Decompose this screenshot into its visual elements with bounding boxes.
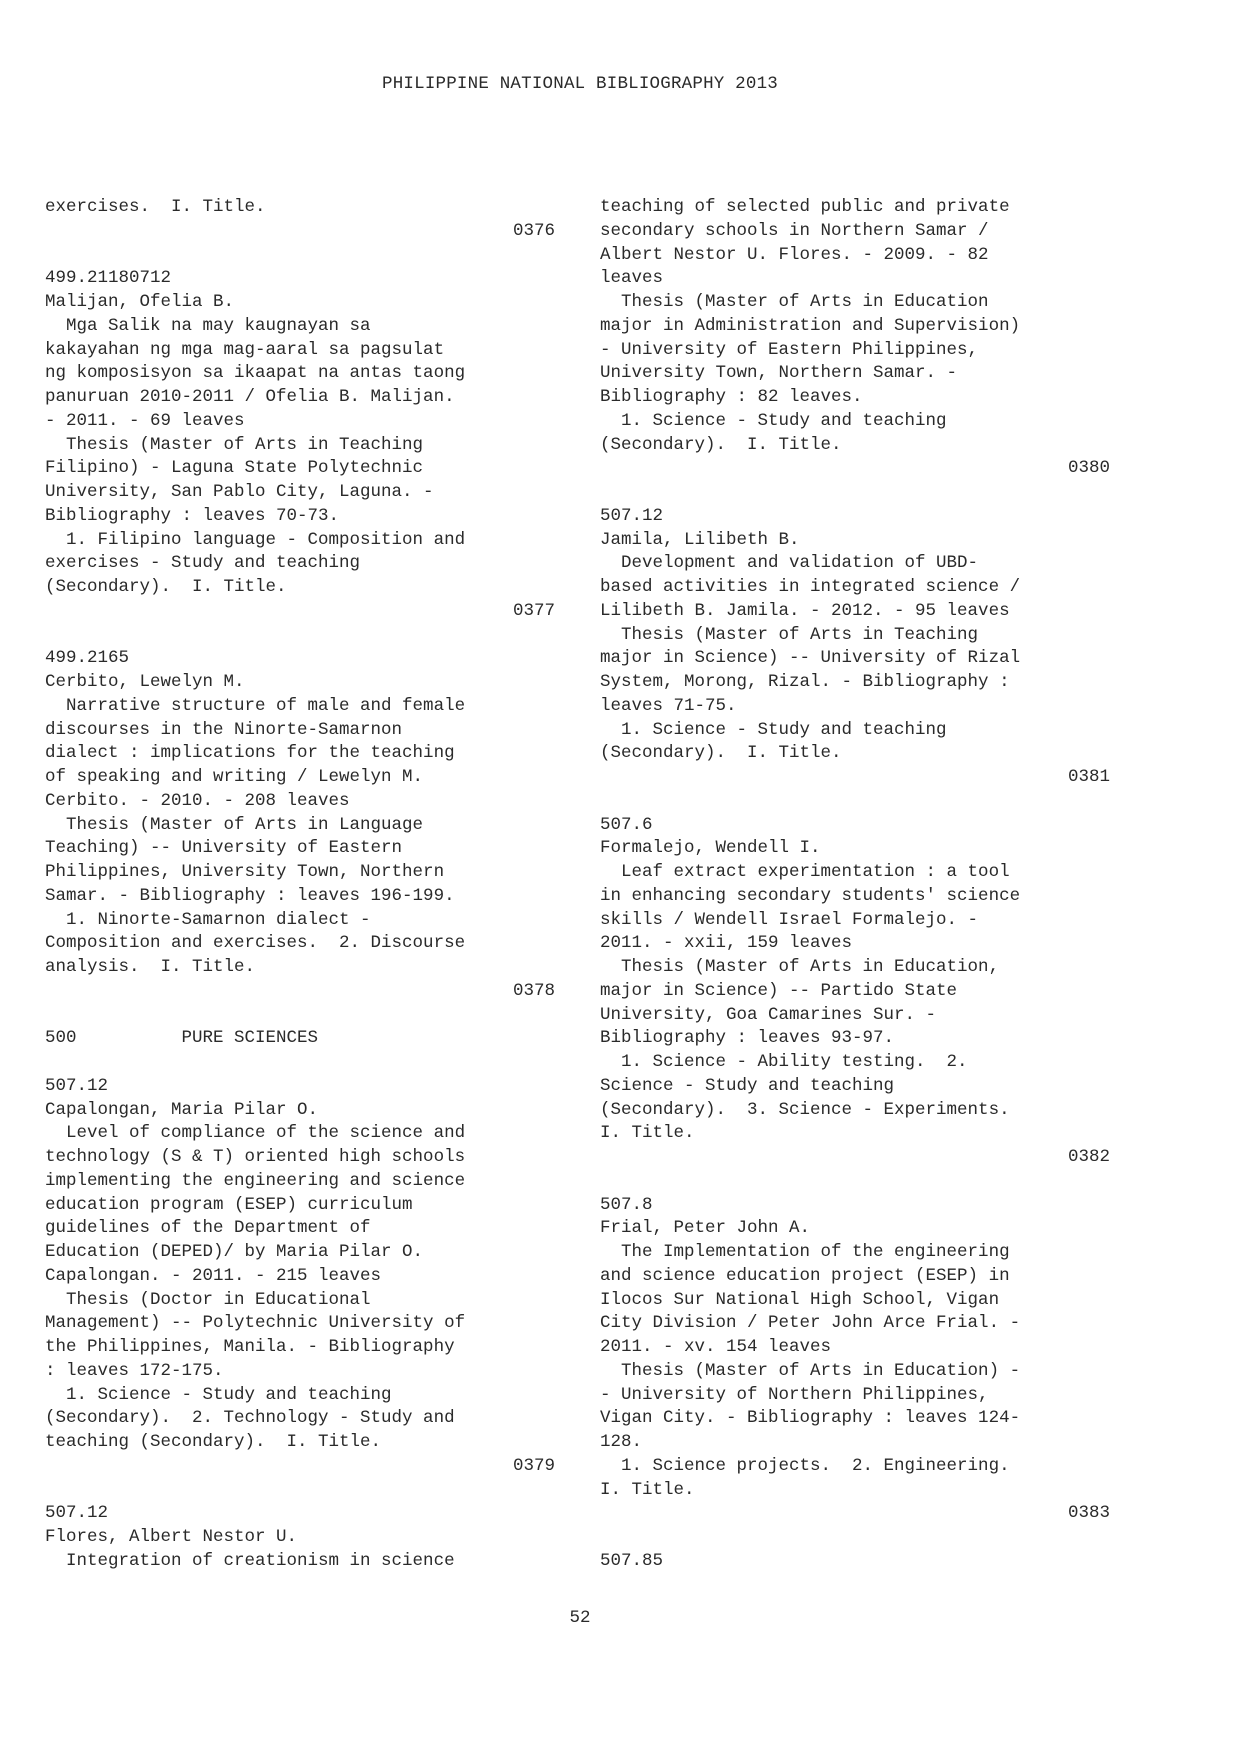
entry-line: 1. Filipino language - Composition and [45,529,466,550]
entry-line: (Secondary). 2. Technology - Study and [45,1408,455,1429]
entry-line: analysis. I. Title. [45,957,256,977]
entry-line: Thesis (Master of Arts in Teaching [45,434,424,455]
line-spacer [600,790,1110,814]
entry-line: Thesis (Master of Arts in Education) - [600,1360,1021,1381]
entry-line: Level of compliance of the science and [45,1123,466,1144]
entry-line: 1. Science - Study and teaching [45,1384,392,1405]
entry-line: 128. [600,1432,643,1452]
entry-line: the Philippines, Manila. - Bibliography [45,1337,455,1357]
line-spacer [600,1170,1110,1194]
entry-line: Thesis (Doctor in Educational [45,1289,371,1310]
entry-line: Malijan, Ofelia B. [45,292,235,312]
entry-line: ng komposisyon sa ikaapat na antas taong [45,363,466,384]
entry-number: 0379 [512,1455,555,1476]
entry-line: Bibliography : leaves 93-97. [600,1028,895,1049]
entry-number: 0376 [512,220,555,241]
entry-number: 0381 [1067,767,1110,787]
entry-line: Thesis (Master of Arts in Teaching [600,624,979,645]
entry-line: I. Title. [600,1123,695,1144]
entry-line: dialect : implications for the teaching [45,743,455,764]
entry-line: (Secondary). 3. Science - Experiments. [600,1099,1010,1120]
entry-line: - 2011. - 69 leaves [45,410,245,431]
entry-line: teaching (Secondary). I. Title. [45,1432,382,1452]
entry-line: Science - Study and teaching [600,1075,895,1096]
left-column [45,196,555,1574]
entry-line: Thesis (Master of Arts in Education, [600,957,1000,977]
entry-line: Thesis (Master of Arts in Language [45,814,424,835]
line-spacer [45,1479,555,1503]
entry-line: Filipino) - Laguna State Polytechnic [45,458,424,479]
entry-line: 1. Science - Ability testing. 2. [600,1052,968,1072]
entry-line: 499.2165 [45,648,130,669]
entry-line: 1. Ninorte-Samarnon dialect - [45,909,371,930]
entry-line: Narrative structure of male and female [45,695,466,716]
entry-line: Thesis (Master of Arts in Education [600,292,989,312]
entry-line: technology (S & T) oriented high schools [45,1147,466,1167]
entry-line: Capalongan, Maria Pilar O. [45,1099,319,1120]
entry-line: University, Goa Camarines Sur. - [600,1004,937,1025]
entry-line: - University of Eastern Philippines, [600,339,979,360]
page-number: 52 [569,1608,591,1628]
entry-line: based activities in integrated science / [600,577,1021,597]
line-spacer [600,481,1110,505]
entry-line: 1. Science - Study and teaching [600,719,947,740]
entry-line: major in Science) -- University of Rizal [600,648,1021,669]
entry-line: teaching of selected public and private [600,197,1010,217]
entry-line: education program (ESEP) curriculum [45,1194,413,1215]
entry-line: 507.12 [45,1075,109,1096]
entry-line: of speaking and writing / Lewelyn M. [45,767,424,787]
entry-line: Composition and exercises. 2. Discourse [45,933,466,954]
entry-number: 0378 [512,980,555,1001]
entry-line: 2011. - xv. 154 leaves [600,1337,832,1357]
entry-line: Philippines, University Town, Northern [45,862,445,882]
entry-line: Vigan City. - Bibliography : leaves 124- [600,1408,1021,1429]
entry-line: Cerbito, Lewelyn M. [45,672,245,692]
entry-line: Bibliography : 82 leaves. [600,387,863,407]
entry-line: (Secondary). I. Title. [45,577,287,597]
line-spacer [45,1004,555,1028]
entry-line: 1. Science projects. 2. Engineering. [600,1455,1010,1476]
entry-line: 507.12 [600,505,664,526]
entry-number: 0382 [1067,1147,1110,1167]
entry-number: 0383 [1067,1503,1110,1524]
entry-line: secondary schools in Northern Samar / [600,220,989,241]
entry-line: skills / Wendell Israel Formalejo. - [600,909,979,930]
entry-line: panuruan 2010-2011 / Ofelia B. Malijan. [45,387,455,407]
entry-line: Frial, Peter John A. [600,1218,811,1239]
entry-line: 1. Science - Study and teaching [600,410,947,431]
entry-line: Ilocos Sur National High School, Vigan [600,1289,1000,1310]
entry-line: Jamila, Lilibeth B. [600,529,800,550]
entry-line: University, San Pablo City, Laguna. - [45,482,434,502]
entry-line: - University of Northern Philippines, [600,1384,989,1405]
entry-line: leaves [600,268,664,289]
line-spacer [45,244,555,268]
entry-line: kakayahan ng mga mag-aaral sa pagsulat [45,339,445,360]
entry-line: implementing the engineering and science [45,1170,466,1191]
entry-line: major in Administration and Supervision) [600,315,1021,336]
entry-line: exercises. I. Title. [45,197,266,217]
entry-line: leaves 71-75. [600,695,737,716]
entry-line: Cerbito. - 2010. - 208 leaves [45,790,350,811]
entry-line: Education (DEPED)/ by Maria Pilar O. [45,1242,424,1262]
entry-line: Albert Nestor U. Flores. - 2009. - 82 [600,244,989,265]
entry-line: Samar. - Bibliography : leaves 196-199. [45,885,455,906]
entry-line: Flores, Albert Nestor U. [45,1527,298,1547]
entry-line: City Division / Peter John Arce Frial. - [600,1313,1021,1334]
line-spacer [45,624,555,648]
entry-line: exercises - Study and teaching [45,553,361,574]
entry-line: 507.85 [600,1550,664,1571]
entry-line: Teaching) -- University of Eastern [45,838,403,859]
entry-line: in enhancing secondary students' science [600,885,1021,906]
entry-line: Integration of creationism in science [45,1550,455,1571]
entry-line: major in Science) -- Partido State [600,980,958,1001]
entry-line: Capalongan. - 2011. - 215 leaves [45,1265,382,1286]
entry-line: The Implementation of the engineering [600,1242,1010,1262]
entry-line: Mga Salik na may kaugnayan sa [45,315,371,336]
entry-line: (Secondary). I. Title. [600,434,842,455]
page-header-title: PHILIPPINE NATIONAL BIBLIOGRAPHY 2013 [382,74,778,94]
entry-line: 507.6 [600,814,653,835]
entry-line: Management) -- Polytechnic University of [45,1313,466,1334]
entry-number: 0377 [512,600,555,621]
entry-line: Bibliography : leaves 70-73. [45,505,340,526]
entry-number: 0380 [1067,458,1110,479]
line-spacer [45,1051,555,1075]
entry-line: Leaf extract experimentation : a tool [600,862,1010,882]
entry-line: University Town, Northern Samar. - [600,363,958,384]
entry-line: Formalejo, Wendell I. [600,838,821,859]
entry-line: 499.21180712 [45,268,172,289]
entry-line: : leaves 172-175. [45,1360,224,1381]
right-column [600,196,1110,1574]
entry-line: 507.12 [45,1503,109,1524]
entry-line: and science education project (ESEP) in [600,1265,1010,1286]
entry-line: discourses in the Ninorte-Samarnon [45,719,403,740]
entry-line: (Secondary). I. Title. [600,743,842,764]
entry-line: 2011. - xxii, 159 leaves [600,933,853,954]
entry-line: 507.8 [600,1194,653,1215]
line-spacer [600,1526,1110,1550]
entry-line: 500 PURE SCIENCES [45,1028,319,1049]
entry-line: guidelines of the Department of [45,1218,371,1239]
entry-line: Development and validation of UBD- [600,553,979,574]
entry-line: System, Morong, Rizal. - Bibliography : [600,672,1010,692]
entry-line: I. Title. [600,1479,695,1500]
entry-line: Lilibeth B. Jamila. - 2012. - 95 leaves [600,600,1010,621]
